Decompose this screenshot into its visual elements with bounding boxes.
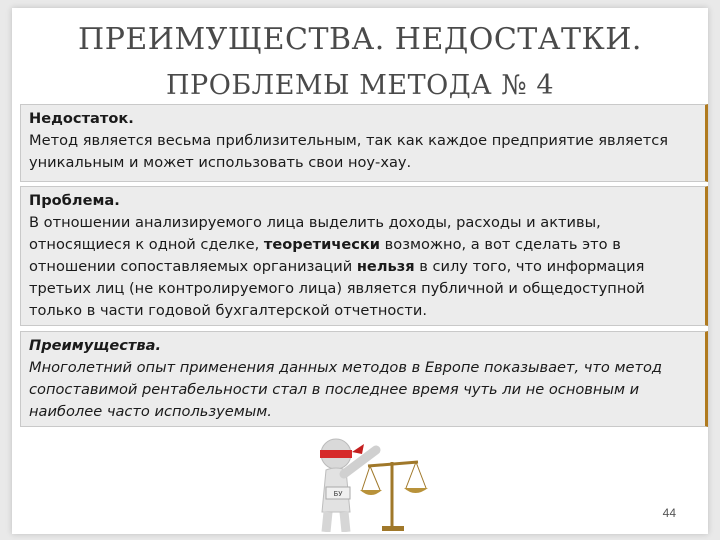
advantages-heading: Преимущества.	[29, 337, 161, 354]
advantages-box	[20, 331, 708, 427]
slide-title-line1: ПРЕИМУЩЕСТВА. НЕДОСТАТКИ.	[78, 22, 642, 57]
problem-box	[20, 186, 708, 326]
problem-text	[29, 212, 697, 322]
slide-title-line2: ПРОБЛЕМЫ МЕТОДА № 4	[165, 70, 554, 101]
figure-badge: БУ	[333, 490, 343, 498]
problem-bold-impossible: нельзя	[356, 258, 415, 275]
disadvantage-box	[20, 104, 708, 182]
disadvantage-heading: Недостаток.	[29, 110, 134, 127]
disadvantage-text: Метод является весьма приблизительным, так как каждое предприятие является уникальным и может использовать свои ноу-хау.	[29, 132, 669, 171]
problem-text-part2: возможно, а вот сделать это в отношении сопоставляемых организаций	[29, 236, 621, 275]
problem-heading: Проблема.	[29, 192, 120, 209]
problem-text-part3: в силу того, что информация третьих лиц (не контролируемого лица) является публичной и общедоступной только в части годовой бухгалтерской отчетности.	[29, 258, 645, 319]
advantages-text: Многолетний опыт применения данных методов в Европе показывает, что метод сопоставимой рентабельности стал в последнее время чуть ли не основным и наиболее часто используемым.	[29, 359, 663, 420]
blindfolded-justice-figure-icon	[306, 432, 438, 532]
problem-bold-theoretically: теоретически	[263, 236, 381, 253]
problem-text-part1: В отношении анализируемого лица выделить доходы, расходы и активы, относящиеся к одной сделке,	[29, 214, 601, 253]
page-number: 44	[662, 506, 676, 520]
